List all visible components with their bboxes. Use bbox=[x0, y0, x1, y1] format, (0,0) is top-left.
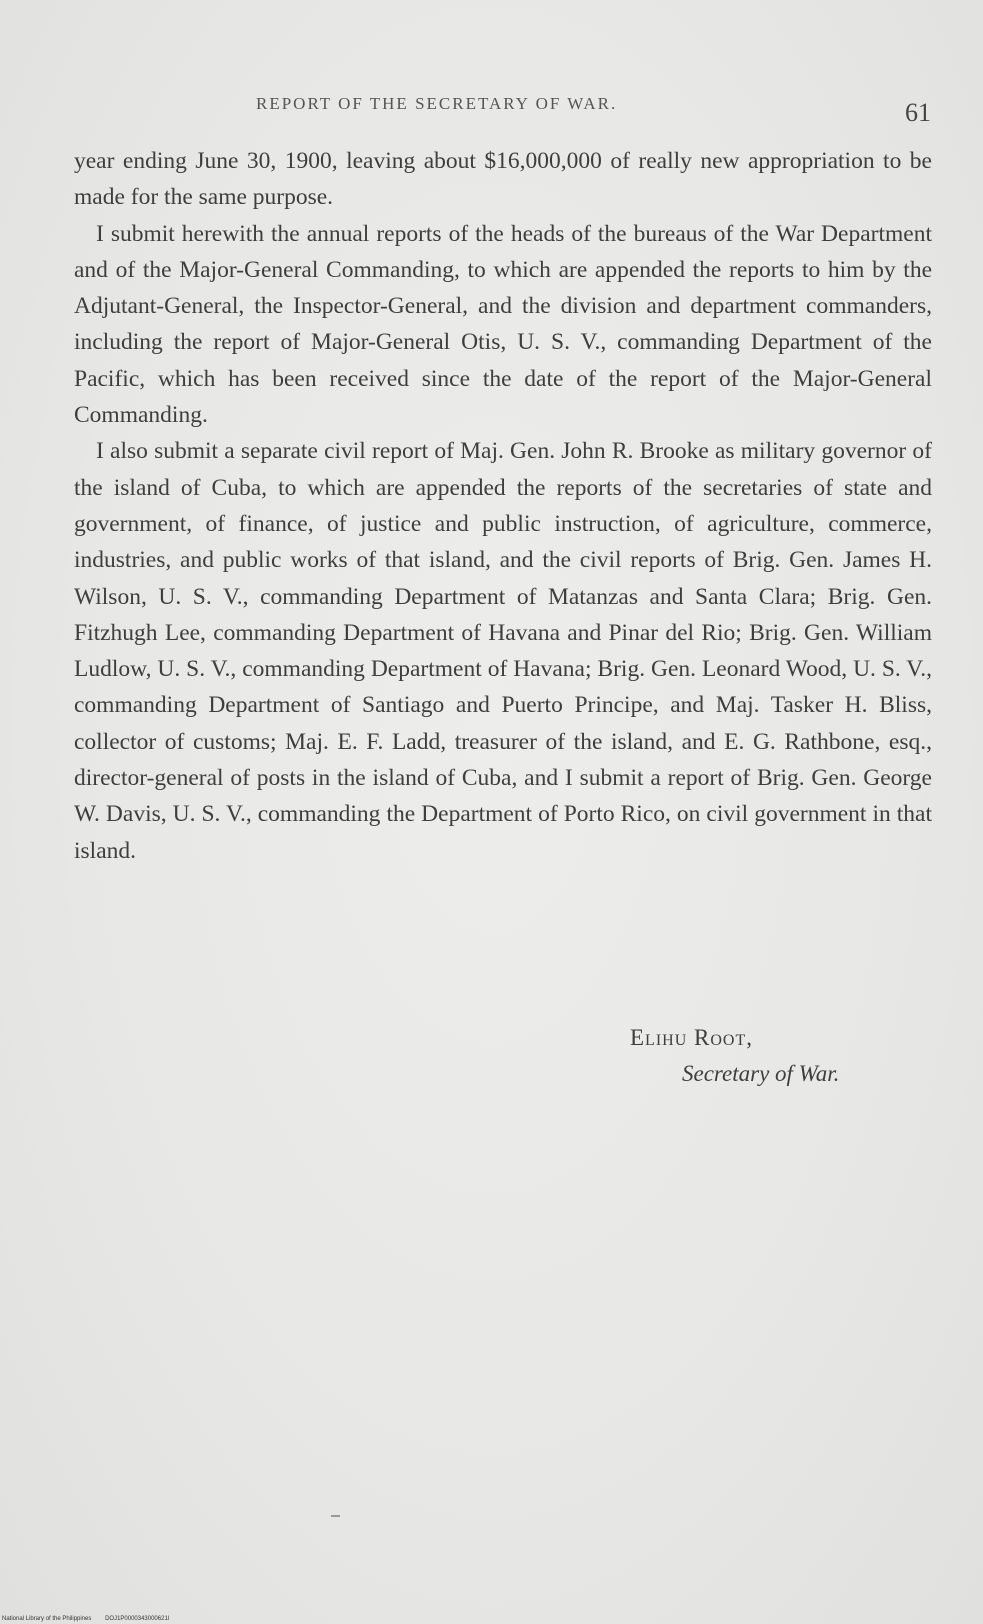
page-number: 61 bbox=[905, 98, 931, 127]
running-title: REPORT OF THE SECRETARY OF WAR. bbox=[256, 94, 618, 113]
page-mark bbox=[331, 1515, 340, 1517]
scan-footer bbox=[2, 1616, 181, 1622]
paragraph-2: I submit herewith the annual reports of the heads of the bureaus of the War Department and of the Major-General Commanding, to which are appended the reports to him by the Adjutant-General, the Inspector-General, and the division and department commanders, including the report of Major-General Otis, U. S. V., commanding Department of the Pacific, which has been received since the date of the report of the Major-General Commanding. bbox=[74, 220, 932, 429]
signature-block bbox=[630, 1020, 839, 1092]
footer-library: National Library of the Philippines bbox=[2, 1616, 92, 1622]
paragraph-3: I also submit a separate civil report of Maj. Gen. John R. Brooke as military governor of the island of Cuba, to which are appended the reports of the secretaries of state and government, of finance, of justice and public instruction, of agriculture, commerce, industries, and public works of that island, and the civil reports of Brig. Gen. James H. Wilson, U. S. V., commanding Department of Matanzas and Santa Clara; Brig. Gen. Fitzhugh Lee, commanding Department of Havana and Pinar del Rio; Brig. Gen. William Ludlow, U. S. V., commanding Department of Havana; Brig. Gen. Leonard Wood, U. S. V., commanding Department of Santiago and Puerto Principe, and Maj. Tasker H. Bliss, collector of customs; Maj. E. F. Ladd, treasurer of the island, and E. G. Rathbone, esq., director-general of posts in the island of Cuba, and I submit a report of Brig. Gen. George W. Davis, U. S. V., commanding the Department of Porto Rico, on civil government in that island. bbox=[74, 438, 932, 864]
footer-identifier: DOJ1P0000343000621l bbox=[105, 1616, 170, 1622]
signatory-title: Secretary of War. bbox=[682, 1061, 840, 1086]
signatory-name: Elihu Root, bbox=[630, 1025, 753, 1050]
body-text bbox=[74, 143, 932, 869]
paragraph-1: year ending June 30, 1900, leaving about $16,000,000 of really new appropriation to be made for the same purpose. bbox=[74, 148, 932, 211]
